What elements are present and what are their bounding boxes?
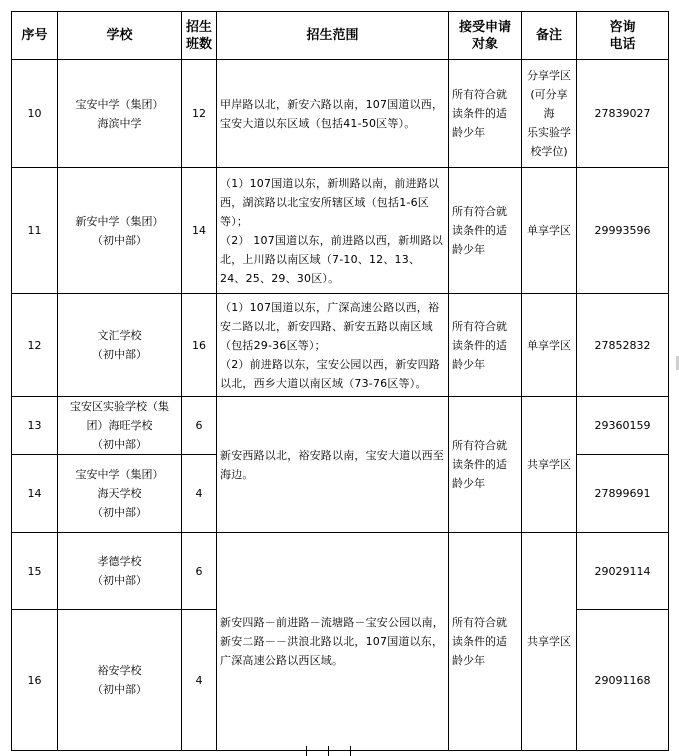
row-school: 宝安区实验学校（集 团）海旺学校 （初中部） <box>58 397 182 455</box>
group-range: 新安西路以北，裕安路以南，宝安大道以西至海边。 <box>217 397 449 533</box>
row-classes: 4 <box>182 610 217 751</box>
table-row <box>12 533 669 610</box>
row-classes: 6 <box>182 397 217 455</box>
group-note: 共享学区 <box>522 397 577 533</box>
table-row <box>12 294 669 397</box>
page-edge-marks <box>300 746 360 756</box>
row-school: 宝安中学（集团） 海天学校 （初中部） <box>58 455 182 533</box>
header-classes: 招生 班数 <box>182 12 217 60</box>
row-classes: 4 <box>182 455 217 533</box>
header-range: 招生范围 <box>217 12 449 60</box>
header-seq: 序号 <box>12 12 58 60</box>
row-note: 单享学区 <box>522 294 577 397</box>
row-phone: 27899691 <box>577 455 669 533</box>
row-classes: 14 <box>182 168 217 294</box>
row-seq: 15 <box>12 533 58 610</box>
row-school: 新安中学（集团） （初中部） <box>58 168 182 294</box>
row-phone: 27852832 <box>577 294 669 397</box>
row-phone: 27839027 <box>577 60 669 168</box>
row-phone: 29091168 <box>577 610 669 751</box>
row-school: 裕安学校 （初中部） <box>58 610 182 751</box>
row-target: 所有符合就 读条件的适 龄少年 <box>449 294 522 397</box>
row-phone: 29993596 <box>577 168 669 294</box>
group-target: 所有符合就 读条件的适 龄少年 <box>449 533 522 751</box>
row-seq: 12 <box>12 294 58 397</box>
row-seq: 16 <box>12 610 58 751</box>
enrollment-table <box>11 11 669 751</box>
row-school: 孝德学校 （初中部） <box>58 533 182 610</box>
row-phone: 29029114 <box>577 533 669 610</box>
header-phone: 咨询 电话 <box>577 12 669 60</box>
table-row <box>12 168 669 294</box>
group-target: 所有符合就 读条件的适 龄少年 <box>449 397 522 533</box>
header-row <box>12 12 669 60</box>
row-classes: 12 <box>182 60 217 168</box>
row-seq: 14 <box>12 455 58 533</box>
group-range: 新安四路－前进路－流塘路－宝安公园以南，新安二路－－洪浪北路以北，107国道以东，广深高速公路以西区域。 <box>217 533 449 751</box>
row-range: （1）107国道以东，新圳路以南，前进路以西，湖滨路以北宝安所辖区域（包括1-6区等）； （2） 107国道以东，前进路以西，新圳路以北，上川路以南区域（7-10、12、13、24、25、29、30区）。 <box>217 168 449 294</box>
header-school: 学校 <box>58 12 182 60</box>
row-target: 所有符合就 读条件的适 龄少年 <box>449 60 522 168</box>
row-note: 单享学区 <box>522 168 577 294</box>
row-range: （1）107国道以东，广深高速公路以西，裕安二路以北，新安四路、新安五路以南区域（包括29-36区等）； （2）前进路以东，宝安公园以西，新安四路以北，西乡大道以南区域（73-76区等）。 <box>217 294 449 397</box>
row-seq: 10 <box>12 60 58 168</box>
row-note: 分享学区 (可分享海 乐实验学 校学位) <box>522 60 577 168</box>
row-seq: 11 <box>12 168 58 294</box>
row-target: 所有符合就 读条件的适 龄少年 <box>449 168 522 294</box>
group-note: 共享学区 <box>522 533 577 751</box>
table-row <box>12 60 669 168</box>
row-seq: 13 <box>12 397 58 455</box>
header-note: 备注 <box>522 12 577 60</box>
header-target: 接受申请 对象 <box>449 12 522 60</box>
row-classes: 6 <box>182 533 217 610</box>
row-school: 宝安中学（集团） 海滨中学 <box>58 60 182 168</box>
row-classes: 16 <box>182 294 217 397</box>
table-row <box>12 397 669 455</box>
row-school: 文汇学校 （初中部） <box>58 294 182 397</box>
row-phone: 29360159 <box>577 397 669 455</box>
row-range: 甲岸路以北，新安六路以南，107国道以西，宝安大道以东区域（包括41-50区等）。 <box>217 60 449 168</box>
